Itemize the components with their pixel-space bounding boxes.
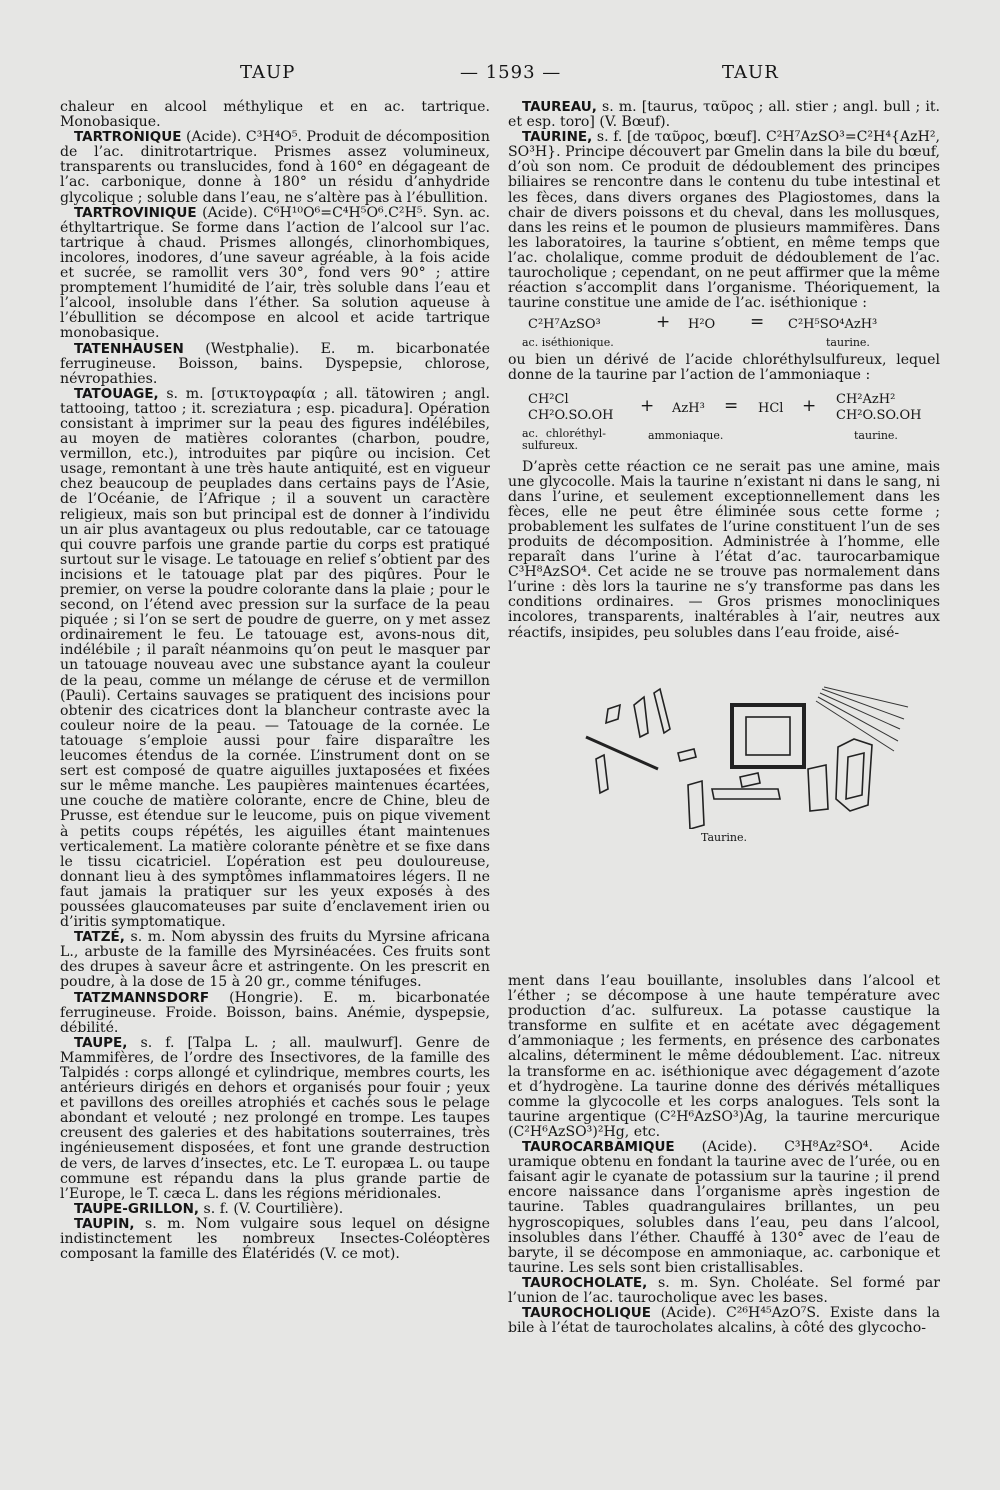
eq2-plus2: + bbox=[802, 395, 817, 416]
crystal-illustration bbox=[508, 649, 940, 829]
eq2-c: HCl bbox=[758, 400, 784, 416]
headword: TAUROCARBAMIQUE bbox=[522, 1139, 675, 1156]
right-bottom-entry bbox=[508, 1140, 940, 1276]
entry-text: s. m. Syn. Choléate. Sel formé par l’union de l’ac. taurocholique avec les bases. bbox=[508, 1274, 940, 1306]
figure-caption: Taurine. bbox=[701, 830, 747, 844]
taurine-crystal-figure bbox=[508, 649, 940, 845]
eq2-plus1: + bbox=[640, 395, 655, 416]
headword: TAUPE, bbox=[74, 1034, 128, 1051]
right-bottom-entry bbox=[508, 974, 940, 1140]
entry-text: s. m. [στικτογραφία ; all. tätowiren ; angl. tattooing, tattoo ; it. screziatura ; esp. picadura]. Opération consistant à imprimer sur la peau des figures indélébiles, au moyen de matières colorantes (charbon, poudre, vermillon, etc.), introduites par piqûre ou incision. Cet usage, remontant à une très haute antiquité, est en vigueur chez beaucoup de peuplades dans certains pays de l’Asie, de l’Océanie, de l’Afrique ; il a souvent un caractère religieux, mais son but principal est de donner à l’individu un air plus avantageux ou plus redoutable, car ce tatouage qui couvre parfois une grande partie du corps est pratiqué surtout sur le visage. Le tatouage en relief s’obtient par des incisions et le tatouage plat par des piqûres. Pour le premier, on verse la poudre colorante dans la plaie ; pour le second, on l’étend avec pression sur la surface de la peau piquée ; si l’on se sert de poudre de guerre, on y met assez ordinairement le feu. Le tatouage est, avons-nous dit, indélébile ; il paraît néanmoins qu’on peut le masquer par un tatouage nouveau avec une substance ayant la couleur de la peau, comme un mélange de céruse et de vermillon (Pauli). Certains sauvages se pratiquent des incisions pour obtenir des cicatrices dont la blancheur contraste avec la couleur noire de la peau. — Tatouage de la cornée. Le tatouage s’emploie aussi pour faire disparaître les leucomes étendus de la cornée. L’instrument dont on se sert est composé de quatre aiguilles juxtaposées et fixées sur le même manche. Les paupières maintenues écartées, une couche de matière colorante, encre de Chine, bleu de Prusse, est étendue sur le leucome, puis on pique vivement à petits coups répétés, les aiguilles étant maintenues verticalement. La matière colorante pénètre et se fixe dans le tissu cicatriciel. L’opération est peu douloureuse, donnant lieu à des symptômes inflammatoires légers. Il ne faut jamais la pratiquer sur les yeux exposés à des poussées glaucomateuses par suite d’enclavement irien ou d’iritis symptomatique. bbox=[60, 385, 490, 931]
headword: TAUREAU, bbox=[522, 99, 597, 115]
headword: TATZÉ, bbox=[74, 929, 125, 946]
eq2-d2: CH²O.SO.OH bbox=[836, 407, 922, 423]
equation-isethionic bbox=[508, 312, 940, 350]
crystal-slender-1 bbox=[634, 697, 648, 737]
eq2-label-a: ac. chloréthyl-sulfureux. bbox=[522, 426, 606, 452]
left-entry bbox=[60, 100, 490, 130]
header-right: TAUR bbox=[722, 62, 779, 83]
eq1-lhs: C²H⁷AzSO³ bbox=[528, 317, 601, 333]
entry-text: s. f. [Talpa L. ; all. maulwurf]. Genre de Mammifères, de l’ordre des Insectivores, de la famille des Talpidés : corps allongé et cylindrique, membres courts, les antérieurs dirigés en dehors et organisés pour fouir ; yeux et pavillons des oreilles atrophiés et cachés sous le pelage abondant et velouté ; nez prolongé en trompe. Les taupes creusent des galeries et des habitations souterraines, très ingénieusement disposées, et font une grande destruction de vers, de larves d’insectes, etc. Le T. europæa L. ou taupe commune est répandu dans la plus grande partie de l’Europe, le T. cæca L. dans les régions méridionales. bbox=[60, 1034, 490, 1202]
crystal-small-2 bbox=[678, 749, 696, 761]
crystal-needle bbox=[596, 755, 608, 793]
headword: TATENHAUSEN bbox=[74, 340, 184, 357]
left-entry bbox=[60, 930, 490, 990]
paragraph-chloroethyl: ou bien un dérivé de l’acide chloréthylsulfureux, lequel donne de la taurine par l’action de l’ammoniaque : bbox=[508, 352, 940, 384]
eq2-a2: CH²O.SO.OH bbox=[528, 407, 614, 423]
right-bottom-entry bbox=[508, 1306, 940, 1336]
paragraph-taurine-properties: D’après cette réaction ce ne serait pas une amine, mais une glycocolle. Mais la taurine n’existant ni dans le sang, ni dans l’urine, et seulement exceptionnellement dans les fèces, elle ne peut être éliminée sous cette forme ; probablement les sulfates de l’urine constituent l’un de ses produits de décomposition. Administrée à l’homme, elle reparaît dans l’urine à l’état d’ac. taurocarbamique C³H⁸AzSO⁴. Cet acide ne se trouve pas normalement dans l’urine : dès lors la taurine ne s’y transforme pas dans les conditions ordinaires. — Gros prismes monocliniques incolores, transparents, inaltérables à l’air, neutres aux réactifs, insipides, peu solubles dans l’eau froide, aisé- bbox=[508, 458, 940, 641]
crystal-plate bbox=[712, 789, 780, 799]
eq1-label-rhs: taurine. bbox=[826, 336, 870, 350]
right-column bbox=[508, 100, 940, 851]
right-bottom-entry bbox=[508, 1276, 940, 1306]
entry-text: (Acide). C²⁶H⁴⁵AzO⁷S. Existe dans la bile à l’état de taurocholates alcalins, à côté des glycocho- bbox=[508, 1305, 940, 1337]
eq2-a1: CH²Cl bbox=[528, 391, 569, 407]
left-entry bbox=[60, 130, 490, 205]
eq1-label-lhs: ac. iséthionique. bbox=[522, 336, 614, 350]
entry-text: (Acide). C³H⁴O⁵. Produit de décomposition de l’ac. dinitrotartrique. Prismes assez volumineux, transparents ou translucides, fond à 160° en dégageant de l’ac. carbonique, donne à 180° un résidu d’anhydride glycolique ; soluble dans l’eau, ne s’altère pas à l’ébullition. bbox=[60, 129, 490, 206]
left-entry bbox=[60, 1217, 490, 1262]
right-top-entry bbox=[508, 130, 940, 311]
right-column-bottom bbox=[508, 974, 940, 1336]
headword: TARTRONIQUE bbox=[74, 129, 182, 146]
headword: TAURINE, bbox=[522, 129, 593, 146]
crystal-small-3 bbox=[740, 773, 760, 787]
left-entry bbox=[60, 1202, 490, 1217]
eq1-equals: = bbox=[750, 312, 765, 333]
headword: TAUROCHOLATE, bbox=[522, 1274, 648, 1291]
eq2-b: AzH³ bbox=[672, 400, 705, 416]
headword: TAUPE-GRILLON, bbox=[74, 1200, 200, 1217]
crystal-column bbox=[808, 765, 828, 811]
running-header bbox=[0, 62, 1000, 92]
headword: TATZMANNSDORF bbox=[74, 989, 210, 1006]
entry-text: (Westphalie). E. m. bicarbonatée ferrugineuse. Boisson, bains. Dyspepsie, chlorose, névropathies. bbox=[60, 340, 490, 387]
entry-text: s. m. Nom abyssin des fruits du Myrsine africana L., arbuste de la famille des Myrsinéacées. Ces fruits sont des drupes à saveur âcre et astringente. On les prescrit en poudre, à la dose de 15 à 20 gr., comme ténifuges. bbox=[60, 929, 490, 991]
eq1-plus: + bbox=[656, 312, 671, 333]
crystal-rod bbox=[688, 781, 704, 829]
header-left: TAUP bbox=[240, 62, 296, 83]
crystal-large-prism bbox=[732, 705, 804, 767]
crystal-hexagonal bbox=[836, 739, 872, 811]
entry-text: s. m. Nom vulgaire sous lequel on désigne indistinctement les nombreux Insectes-Coléoptères composant la famille des Élatéridés (V. ce mot). bbox=[60, 1215, 490, 1263]
left-entry bbox=[60, 387, 490, 930]
crystal-slender-2 bbox=[654, 689, 670, 733]
eq1-rhs: C²H⁵SO⁴AzH³ bbox=[788, 317, 878, 333]
left-entry bbox=[60, 991, 490, 1036]
headword: TAUROCHOLIQUE bbox=[522, 1305, 651, 1322]
headword: TAUPIN, bbox=[74, 1215, 135, 1232]
left-entry bbox=[60, 1036, 490, 1202]
left-column bbox=[60, 100, 490, 1262]
entry-text: (Acide). C³H⁸Az²SO⁴. Acide uramique obtenu en fondant la taurine avec de l’urée, ou en faisant agir le cyanate de potassium sur la taurine ; il prend encore naissance dans l’organisme après ingestion de taurine. Tables quadrangulaires brillantes, un peu hygroscopiques, solubles dans l’eau, peu dans l’alcool, insolubles dans l’éther. Chauffé à 130° avec de l’eau de baryte, il se décompose en ammoniaque, ac. carbonique et taurine. Les sels sont bien cristallisables. bbox=[508, 1139, 940, 1276]
entry-text: s. m. [taurus, ταῦρος ; all. stier ; angl. bull ; it. et esp. toro] (V. Bœuf). bbox=[508, 99, 940, 131]
equation-chloroethyl bbox=[508, 390, 940, 456]
headword: TATOUAGE, bbox=[74, 385, 159, 402]
page-number: — 1593 — bbox=[460, 62, 562, 83]
right-top-entry bbox=[508, 100, 940, 130]
crystal-small-1 bbox=[606, 705, 620, 723]
entry-text: s. f. [de ταῦρος, bœuf]. C²H⁷AzSO³=C²H⁴{AzH², SO³H}. Principe découvert par Gmelin dans la bile du bœuf, d’où son nom. Ce produit de dédoublement des principes biliaires se rencontre dans le contenu du tube intestinal et les fèces, dans divers organes des Plagiostomes, dans la chair de divers poissons et du cheval, dans les mollusques, dans les reins et le poumon de plusieurs mammifères. Dans les laboratoires, la taurine s’obtient, en même temps que l’ac. cholalique, comme produit de dédoublement de l’ac. taurocholique ; cependant, on ne peut affirmer que la même réaction s’accomplit dans l’organisme. Théoriquement, la taurine constitue une amide de l’ac. iséthionique : bbox=[508, 129, 940, 312]
left-entry bbox=[60, 206, 490, 342]
headword: TARTROVINIQUE bbox=[74, 204, 197, 221]
left-entry bbox=[60, 342, 490, 387]
entry-text: (Acide). C⁶H¹⁰O⁶=C⁴H⁵O⁶.C²H⁵. Syn. ac. éthyltartrique. Se forme dans l’action de l’alcool sur l’ac. tartrique à chaud. Prismes allongés, clinorhombiques, incolores, inodores, d’une saveur agréable, à la fois acide et sucrée, se ramollit vers 30°, fond vers 90° ; attire promptement l’humidité de l’air, très soluble dans l’eau et l’alcool, insoluble dans l’éther. Sa solution aqueuse à l’ébullition se décompose en alcool et acide tartrique monobasique. bbox=[60, 204, 490, 342]
eq2-label-d: taurine. bbox=[854, 428, 898, 442]
eq2-equals: = bbox=[724, 395, 739, 416]
eq1-water: H²O bbox=[688, 317, 716, 333]
eq2-label-b: ammoniaque. bbox=[648, 428, 724, 442]
eq2-d1: CH²AzH² bbox=[836, 391, 896, 407]
entry-text: chaleur en alcool méthylique et en ac. tartrique. Monobasique. bbox=[60, 99, 490, 131]
entry-text: s. f. (V. Courtilière). bbox=[199, 1200, 344, 1217]
entry-text: ment dans l’eau bouillante, insolubles dans l’alcool et l’éther ; se décompose à une haute température avec production d’ac. sulfureux. La potasse caustique la transforme en sulfite et en acétate avec dégagement d’ammoniaque ; les ferments, en présence des carbonates alcalins, déterminent le même dédoublement. L’ac. nitreux la transforme en ac. iséthionique avec dégagement d’azote et d’hydrogène. La taurine donne des dérivés métalliques comme la glycocolle et les corps analogues. Tels sont la taurine argentique (C²H⁶AzSO³)Ag, la taurine mercurique (C²H⁶AzSO³)²Hg, etc. bbox=[508, 973, 940, 1140]
entry-text: (Hongrie). E. m. bicarbonatée ferrugineuse. Froide. Boisson, bains. Anémie, dyspepsie, débilité. bbox=[60, 989, 490, 1036]
